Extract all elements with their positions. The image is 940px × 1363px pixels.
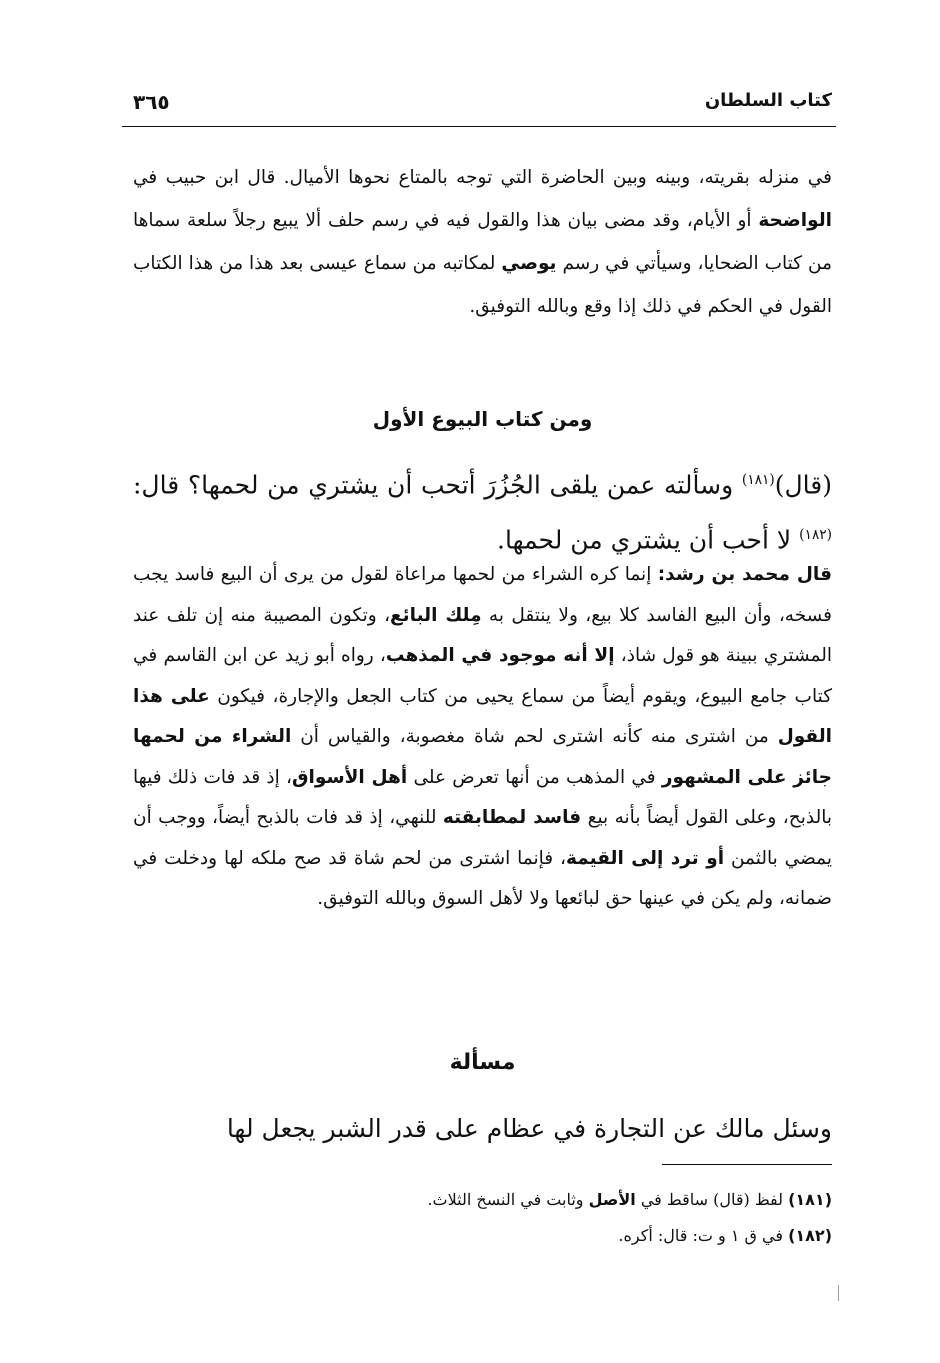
text-segment: من اشترى منه كأنه اشترى لحم شاة مغصوبة، والقياس أن bbox=[291, 726, 778, 747]
footnote-rule bbox=[662, 1164, 832, 1165]
footnote bbox=[133, 1182, 832, 1218]
text-segment: لمكاتبه من سماع عيسى بعد هذا من هذا الكتاب القول في الحكم في ذلك إذا وقع وبالله التوفيق. bbox=[133, 253, 832, 317]
text-segment: ، فإنما اشترى من لحم شاة قد صح ملكه لها ودخلت في ضمانه، ولم يكن في عينها حق لبائعها ولا لأهل السوق وبالله التوفيق. bbox=[133, 847, 832, 909]
bold-term: يوصي bbox=[501, 253, 557, 274]
text-segment: أو الأيام، وقد مضى بيان هذا والقول فيه في رسم حلف ألا يبيع رجلاً سلعة سماها من كتاب الضحايا، وسيأتي في رسم bbox=[133, 210, 832, 274]
footnote-text: وثابت في النسخ الثلاث. bbox=[427, 1190, 589, 1209]
text-segment: وسألته عمن يلقى الجُزُرَ أتحب أن يشتري من لحمها؟ قال: bbox=[133, 470, 742, 500]
footnotes bbox=[133, 1182, 832, 1254]
question-1 bbox=[133, 455, 832, 566]
footnote bbox=[133, 1218, 832, 1254]
bold-term: الأصل bbox=[588, 1190, 636, 1209]
margin-mark bbox=[838, 1285, 839, 1301]
footnote-number: (١٨١) bbox=[788, 1190, 832, 1209]
header-rule bbox=[122, 126, 836, 127]
bold-term: الشراء من لحمها جائز على المشهور bbox=[133, 726, 833, 788]
bold-term: الواضحة bbox=[758, 210, 832, 231]
paragraph-2 bbox=[133, 555, 832, 920]
bold-term: أهل الأسواق bbox=[291, 766, 408, 788]
footnote-number: (١٨٢) bbox=[788, 1226, 832, 1245]
page-number: ٣٦٥ bbox=[133, 90, 170, 114]
bold-term: فاسد لمطابقته bbox=[442, 807, 582, 828]
bold-term: مِلك البائع bbox=[390, 604, 482, 626]
text-segment: إنما كره الشراء من لحمها مراعاة لقول من يرى أن البيع فاسد يجب فسخه، وأن البيع الفاسد كلا بيع، ولا ينتقل به bbox=[133, 564, 833, 626]
footnote-text: لفظ (قال) ساقط في bbox=[635, 1190, 789, 1209]
masala-heading: مسألة bbox=[449, 1050, 516, 1075]
text-segment: (قال) bbox=[774, 470, 832, 500]
text-segment: ، وتكون المصيبة منه إن تلف عند المشتري ببينة هو قول شاذ، bbox=[133, 604, 833, 666]
section-heading: ومن كتاب البيوع الأول bbox=[372, 407, 593, 431]
text-segment: في منزله بقريته، وبينه وبين الحاضرة التي توجه بالمتاع نحوها الأميال. قال ابن حبيب في bbox=[133, 167, 832, 188]
paragraph-1 bbox=[133, 156, 832, 328]
text-segment: للنهي، إذ قد فات بالذبح أيضاً، ووجب أن يمضي بالثمن bbox=[133, 807, 832, 869]
text-segment: في المذهب من أنها تعرض على bbox=[407, 766, 662, 788]
text-segment: ، رواه أبو زيد عن ابن القاسم في كتاب جامع البيوع، ويقوم أيضاً من سماع يحيى من كتاب الجعل والإجارة، فيكون bbox=[133, 645, 832, 707]
running-header bbox=[133, 86, 832, 122]
running-title: كتاب السلطان bbox=[704, 90, 832, 111]
footnote-text: في ق ١ و ت: قال: أكره. bbox=[618, 1226, 789, 1245]
bold-term: أو ترد إلى القيمة bbox=[566, 847, 725, 869]
text-segment: لا أحب أن يشتري من لحمها. bbox=[497, 525, 800, 555]
question-2: وسئل مالك عن التجارة في عظام على قدر الشبر يجعل لها bbox=[226, 1114, 832, 1143]
text-segment: ، إذ قد فات ذلك فيها بالذبح، وعلى القول أيضاً بأنه بيع bbox=[133, 766, 832, 828]
footnote-ref: (١٨٢) bbox=[799, 527, 832, 544]
bold-term: إلا أنه موجود في المذهب bbox=[385, 645, 615, 666]
commentary-lead: قال محمد بن رشد: bbox=[657, 564, 832, 585]
footnote-ref: (١٨١) bbox=[741, 472, 775, 488]
bold-term: على هذا القول bbox=[133, 685, 833, 747]
